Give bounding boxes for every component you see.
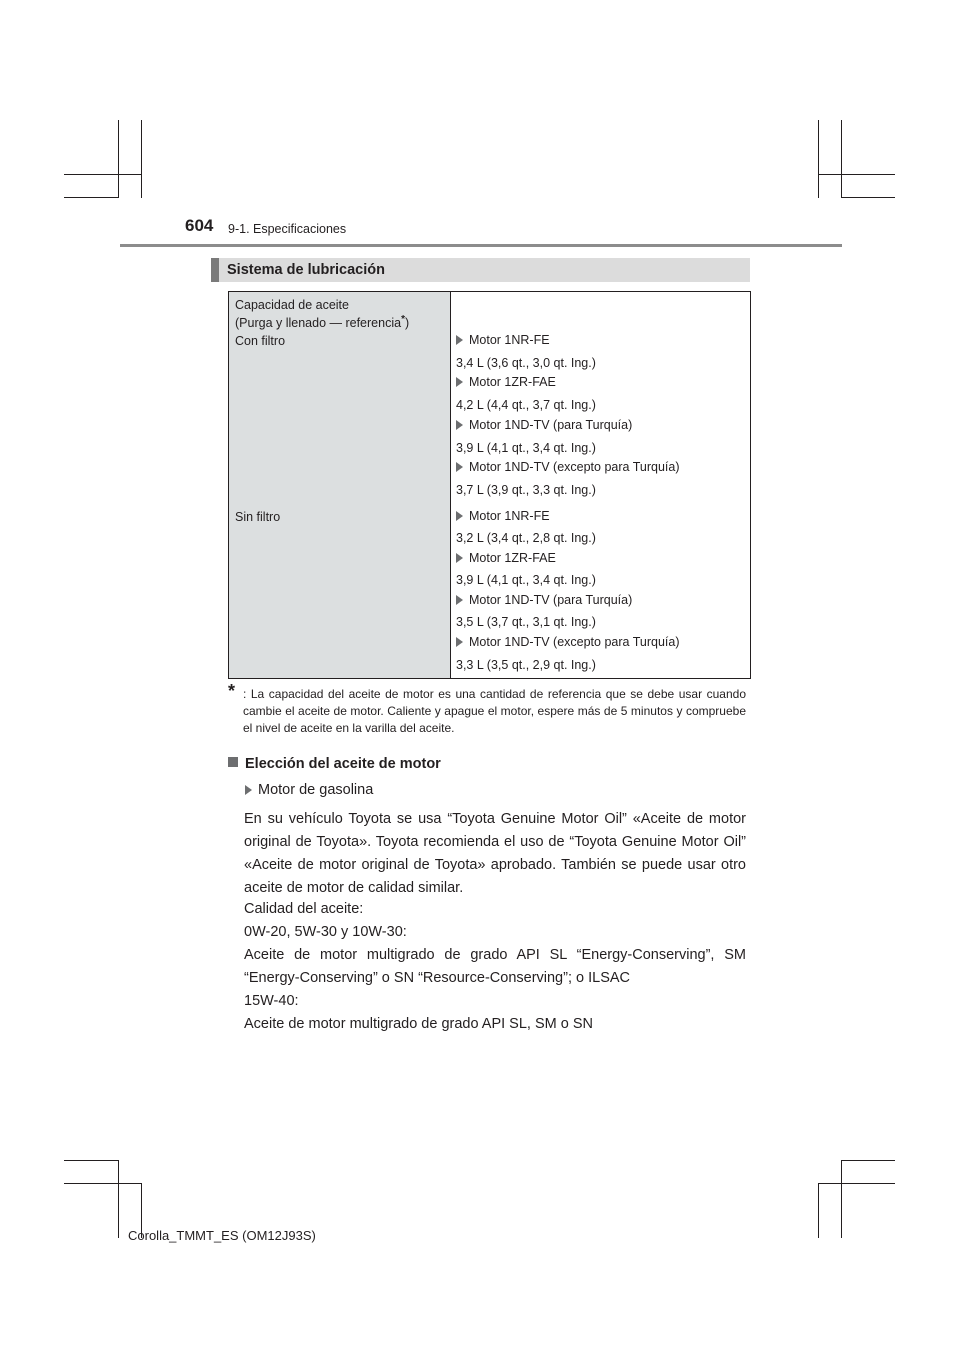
crop-mark (64, 174, 141, 175)
capacity-value: 3,7 L (3,9 qt., 3,3 qt. Ing.) (456, 483, 596, 497)
oil-selection-title: Elección del aceite de motor (245, 756, 441, 772)
without-filter-label: Sin filtro (235, 510, 281, 524)
arrow-right-icon (456, 553, 463, 563)
section-title: Sistema de lubricación (227, 262, 385, 278)
arrow-right-icon (456, 637, 463, 647)
section-heading (211, 258, 750, 282)
engine-label (456, 333, 550, 347)
bullet-text: Motor de gasolina (258, 782, 374, 798)
crop-mark (841, 1160, 895, 1161)
footnote-asterisk: * (228, 681, 236, 701)
capacity-value: 3,2 L (3,4 qt., 2,8 qt. Ing.) (456, 531, 596, 545)
crop-mark (141, 120, 142, 198)
crop-mark (841, 197, 895, 198)
engine-label (456, 460, 680, 474)
engine-name: Motor 1ND-TV (para Turquía) (469, 418, 633, 432)
oil-quality-block (244, 898, 746, 990)
crop-mark (841, 120, 842, 198)
arrow-right-icon (456, 595, 463, 605)
engine-label (456, 418, 632, 432)
engine-label (456, 509, 550, 523)
oil-grade-2-block (244, 990, 746, 1036)
gasoline-engine-bullet (245, 782, 373, 798)
capacity-label-close: ) (404, 316, 410, 330)
engine-name: Motor 1ZR-FAE (469, 551, 556, 565)
crop-mark (64, 197, 118, 198)
table-value-column (451, 292, 750, 678)
square-bullet-icon (228, 757, 238, 767)
crop-mark (818, 174, 895, 175)
capacity-label (235, 296, 409, 350)
oil-selection-heading (228, 756, 441, 772)
oil-grade-1-description: Aceite de motor multigrado de grado API SL “Energy-Conserving”, SM “Energy-Conserving” o SN “Resource-Conserving”; o ILSAC (244, 947, 746, 986)
capacity-label-line2 (235, 314, 409, 332)
arrow-right-icon (245, 785, 252, 795)
oil-grade-1: 0W-20, 5W-30 y 10W-30: (244, 924, 407, 940)
capacity-value: 3,5 L (3,7 qt., 3,1 qt. Ing.) (456, 615, 596, 629)
crop-mark (818, 1183, 895, 1184)
engine-label (456, 593, 632, 607)
section-reference: 9-1. Especificaciones (228, 222, 347, 236)
engine-name: Motor 1ND-TV (para Turquía) (469, 593, 633, 607)
engine-name: Motor 1ZR-FAE (469, 375, 556, 389)
crop-mark (118, 120, 119, 198)
crop-mark (818, 120, 819, 198)
engine-name: Motor 1ND-TV (excepto para Turquía) (469, 460, 680, 474)
engine-name: Motor 1NR-FE (469, 333, 550, 347)
capacity-label-text: (Purga y llenado — referencia (235, 316, 402, 330)
engine-label (456, 551, 556, 565)
crop-mark (64, 1160, 118, 1161)
arrow-right-icon (456, 420, 463, 430)
capacity-value: 3,9 L (4,1 qt., 3,4 qt. Ing.) (456, 441, 596, 455)
oil-grade-2-description: Aceite de motor multigrado de grado API SL, SM o SN (244, 1016, 593, 1032)
oil-grade-2: 15W-40: (244, 993, 299, 1009)
engine-name: Motor 1NR-FE (469, 509, 550, 523)
oil-quality-label: Calidad del aceite: (244, 901, 364, 917)
arrow-right-icon (456, 462, 463, 472)
crop-mark (64, 1183, 141, 1184)
crop-mark (818, 1183, 819, 1238)
capacity-value: 3,9 L (4,1 qt., 3,4 qt. Ing.) (456, 573, 596, 587)
capacity-value: 3,4 L (3,6 qt., 3,0 qt. Ing.) (456, 356, 596, 370)
arrow-right-icon (456, 335, 463, 345)
oil-paragraph: En su vehículo Toyota se usa “Toyota Genuine Motor Oil” «Aceite de motor original de Toyota». Toyota recomienda el uso de “Toyota Genuine Motor Oil” «Aceite de motor original de Toyota» aprobado. También se puede usar otro aceite de motor de calidad similar. (244, 811, 746, 896)
footnote-text: : La capacidad del aceite de motor es una cantidad de referencia que se debe usar cuando cambie el aceite de motor. Caliente y apague el motor, espere más de 5 minutos y compruebe el nivel de aceite en la varilla del aceite. (243, 687, 746, 735)
crop-mark (118, 1160, 119, 1238)
page-number: 604 (185, 216, 214, 235)
capacity-value: 3,3 L (3,5 qt., 2,9 qt. Ing.) (456, 658, 596, 672)
engine-label (456, 635, 680, 649)
engine-name: Motor 1ND-TV (excepto para Turquía) (469, 635, 680, 649)
footnote (228, 681, 746, 737)
capacity-label-line1: Capacidad de aceite (235, 298, 349, 312)
capacity-value: 4,2 L (4,4 qt., 3,7 qt. Ing.) (456, 398, 596, 412)
crop-mark (841, 1160, 842, 1238)
table-label-column (229, 292, 451, 678)
with-filter-label: Con filtro (235, 334, 286, 348)
oil-capacity-table (228, 291, 751, 679)
footnote-asterisk: * (401, 313, 405, 325)
header-divider (120, 244, 842, 247)
document-footer: Corolla_TMMT_ES (OM12J93S) (128, 1228, 316, 1243)
arrow-right-icon (456, 377, 463, 387)
engine-label (456, 375, 556, 389)
arrow-right-icon (456, 511, 463, 521)
